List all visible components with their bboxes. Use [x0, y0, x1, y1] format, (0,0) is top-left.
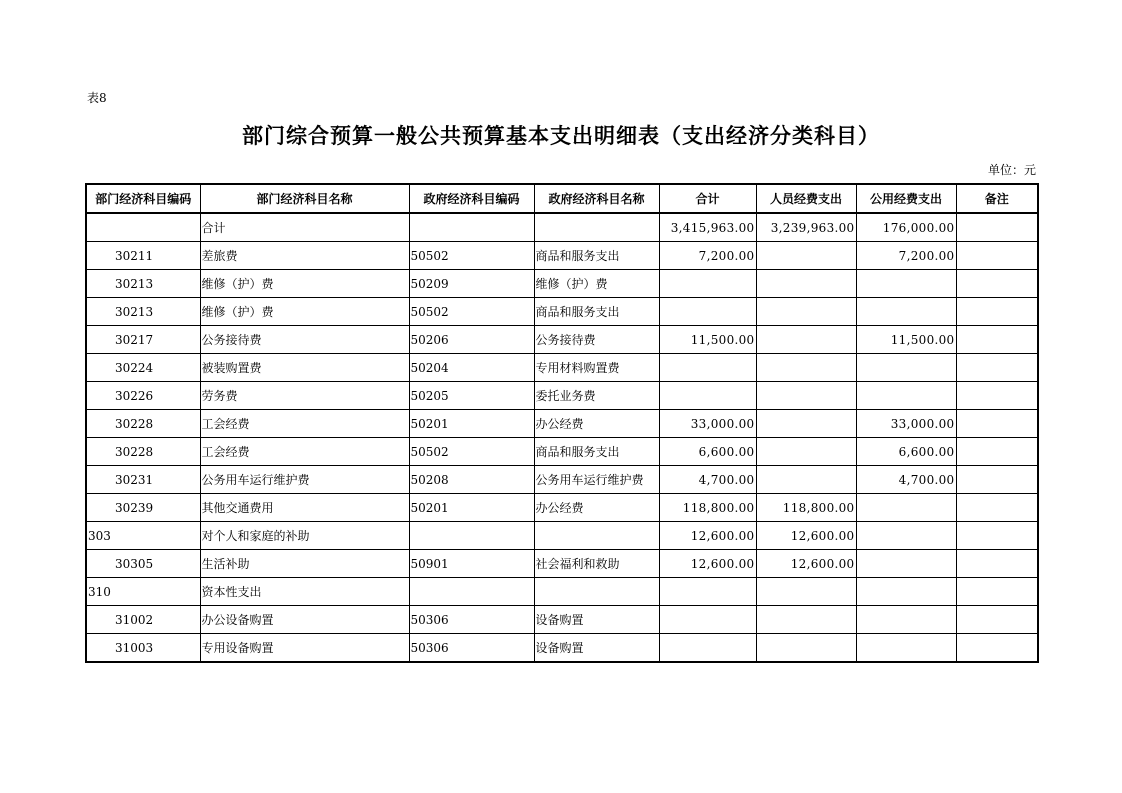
cell-gov-code: 50502	[409, 242, 534, 270]
table-row	[86, 634, 1038, 663]
cell-dept-name: 劳务费	[200, 382, 409, 410]
cell-gov-name: 设备购置	[534, 606, 659, 634]
cell-remark	[956, 466, 1038, 494]
cell-dept-name: 专用设备购置	[200, 634, 409, 663]
cell-personnel	[756, 242, 856, 270]
cell-public	[856, 578, 956, 606]
cell-gov-code	[409, 213, 534, 242]
cell-gov-code: 50205	[409, 382, 534, 410]
cell-gov-code: 50901	[409, 550, 534, 578]
cell-personnel	[756, 410, 856, 438]
cell-remark	[956, 382, 1038, 410]
cell-dept-code: 30228	[86, 410, 200, 438]
cell-remark	[956, 550, 1038, 578]
header-dept-code: 部门经济科目编码	[86, 184, 200, 213]
cell-dept-code: 30213	[86, 298, 200, 326]
table-row	[86, 606, 1038, 634]
cell-total: 7,200.00	[659, 242, 756, 270]
cell-dept-name: 合计	[200, 213, 409, 242]
cell-gov-code: 50306	[409, 634, 534, 663]
table-row	[86, 213, 1038, 242]
cell-dept-name: 对个人和家庭的补助	[200, 522, 409, 550]
cell-personnel: 118,800.00	[756, 494, 856, 522]
cell-total: 118,800.00	[659, 494, 756, 522]
cell-gov-code: 50502	[409, 298, 534, 326]
cell-gov-code: 50201	[409, 410, 534, 438]
cell-remark	[956, 522, 1038, 550]
cell-gov-name	[534, 213, 659, 242]
table-row	[86, 438, 1038, 466]
cell-personnel	[756, 634, 856, 663]
table-row	[86, 242, 1038, 270]
unit-label: 单位：元	[987, 163, 1036, 177]
cell-public: 33,000.00	[856, 410, 956, 438]
cell-gov-code: 50204	[409, 354, 534, 382]
cell-total: 6,600.00	[659, 438, 756, 466]
cell-dept-code: 303	[86, 522, 200, 550]
cell-public	[856, 298, 956, 326]
cell-gov-name	[534, 578, 659, 606]
cell-remark	[956, 270, 1038, 298]
header-public: 公用经费支出	[856, 184, 956, 213]
table-row	[86, 270, 1038, 298]
cell-remark	[956, 354, 1038, 382]
cell-dept-code: 310	[86, 578, 200, 606]
table-body	[86, 213, 1038, 662]
cell-dept-code: 30226	[86, 382, 200, 410]
cell-gov-name	[534, 522, 659, 550]
cell-personnel	[756, 578, 856, 606]
cell-remark	[956, 494, 1038, 522]
cell-personnel	[756, 466, 856, 494]
cell-gov-name: 办公经费	[534, 410, 659, 438]
cell-total	[659, 354, 756, 382]
header-row	[86, 184, 1038, 213]
cell-gov-name: 委托业务费	[534, 382, 659, 410]
cell-remark	[956, 410, 1038, 438]
cell-total	[659, 578, 756, 606]
cell-public: 4,700.00	[856, 466, 956, 494]
cell-total: 12,600.00	[659, 522, 756, 550]
cell-public	[856, 382, 956, 410]
cell-gov-code	[409, 522, 534, 550]
cell-dept-name: 工会经费	[200, 438, 409, 466]
table-row	[86, 494, 1038, 522]
cell-public	[856, 550, 956, 578]
cell-dept-code: 30305	[86, 550, 200, 578]
cell-personnel	[756, 270, 856, 298]
cell-public: 176,000.00	[856, 213, 956, 242]
cell-public: 11,500.00	[856, 326, 956, 354]
cell-public	[856, 634, 956, 663]
header-total: 合计	[659, 184, 756, 213]
cell-public	[856, 494, 956, 522]
cell-dept-name: 差旅费	[200, 242, 409, 270]
table-row	[86, 298, 1038, 326]
cell-gov-code: 50306	[409, 606, 534, 634]
cell-gov-code: 50201	[409, 494, 534, 522]
cell-gov-code: 50208	[409, 466, 534, 494]
cell-personnel	[756, 606, 856, 634]
cell-dept-name: 资本性支出	[200, 578, 409, 606]
cell-gov-name: 办公经费	[534, 494, 659, 522]
budget-detail-table	[85, 183, 1039, 663]
cell-dept-name: 办公设备购置	[200, 606, 409, 634]
header-dept-name: 部门经济科目名称	[200, 184, 409, 213]
cell-total	[659, 382, 756, 410]
table-row	[86, 578, 1038, 606]
table-row	[86, 326, 1038, 354]
cell-dept-name: 生活补助	[200, 550, 409, 578]
cell-dept-code: 30217	[86, 326, 200, 354]
cell-total: 4,700.00	[659, 466, 756, 494]
cell-personnel	[756, 438, 856, 466]
cell-personnel: 12,600.00	[756, 550, 856, 578]
cell-public	[856, 270, 956, 298]
cell-dept-name: 公务用车运行维护费	[200, 466, 409, 494]
header-personnel: 人员经费支出	[756, 184, 856, 213]
cell-dept-code: 30228	[86, 438, 200, 466]
cell-dept-name: 维修（护）费	[200, 270, 409, 298]
cell-personnel	[756, 298, 856, 326]
header-remark: 备注	[956, 184, 1038, 213]
cell-remark	[956, 298, 1038, 326]
cell-personnel: 12,600.00	[756, 522, 856, 550]
cell-total: 33,000.00	[659, 410, 756, 438]
cell-gov-code: 50502	[409, 438, 534, 466]
cell-public: 7,200.00	[856, 242, 956, 270]
cell-gov-name: 公务接待费	[534, 326, 659, 354]
cell-gov-name: 专用材料购置费	[534, 354, 659, 382]
cell-dept-name: 工会经费	[200, 410, 409, 438]
cell-remark	[956, 438, 1038, 466]
table-row	[86, 410, 1038, 438]
cell-dept-code: 31003	[86, 634, 200, 663]
cell-total: 11,500.00	[659, 326, 756, 354]
cell-remark	[956, 634, 1038, 663]
table-row	[86, 550, 1038, 578]
cell-total: 3,415,963.00	[659, 213, 756, 242]
cell-dept-name: 维修（护）费	[200, 298, 409, 326]
cell-personnel	[756, 382, 856, 410]
cell-gov-name: 维修（护）费	[534, 270, 659, 298]
cell-public: 6,600.00	[856, 438, 956, 466]
cell-remark	[956, 606, 1038, 634]
cell-gov-name: 设备购置	[534, 634, 659, 663]
cell-total	[659, 634, 756, 663]
cell-total: 12,600.00	[659, 550, 756, 578]
cell-remark	[956, 213, 1038, 242]
cell-gov-name: 商品和服务支出	[534, 298, 659, 326]
cell-dept-code: 30213	[86, 270, 200, 298]
cell-personnel	[756, 354, 856, 382]
table-number: 表8	[87, 91, 107, 105]
cell-dept-name: 其他交通费用	[200, 494, 409, 522]
cell-dept-code: 30224	[86, 354, 200, 382]
cell-dept-code: 31002	[86, 606, 200, 634]
cell-personnel: 3,239,963.00	[756, 213, 856, 242]
cell-public	[856, 606, 956, 634]
cell-gov-code	[409, 578, 534, 606]
table-row	[86, 466, 1038, 494]
cell-dept-code: 30211	[86, 242, 200, 270]
cell-gov-code: 50206	[409, 326, 534, 354]
header-gov-name: 政府经济科目名称	[534, 184, 659, 213]
cell-gov-code: 50209	[409, 270, 534, 298]
table-row	[86, 382, 1038, 410]
cell-dept-code	[86, 213, 200, 242]
cell-dept-name: 被装购置费	[200, 354, 409, 382]
cell-remark	[956, 326, 1038, 354]
cell-total	[659, 298, 756, 326]
cell-remark	[956, 242, 1038, 270]
table-row	[86, 354, 1038, 382]
cell-gov-name: 社会福利和救助	[534, 550, 659, 578]
cell-gov-name: 商品和服务支出	[534, 438, 659, 466]
cell-dept-code: 30239	[86, 494, 200, 522]
cell-total	[659, 270, 756, 298]
table-row	[86, 522, 1038, 550]
cell-public	[856, 354, 956, 382]
cell-dept-name: 公务接待费	[200, 326, 409, 354]
cell-dept-code: 30231	[86, 466, 200, 494]
cell-total	[659, 606, 756, 634]
cell-gov-name: 公务用车运行维护费	[534, 466, 659, 494]
cell-remark	[956, 578, 1038, 606]
cell-gov-name: 商品和服务支出	[534, 242, 659, 270]
cell-public	[856, 522, 956, 550]
header-gov-code: 政府经济科目编码	[409, 184, 534, 213]
document-title: 部门综合预算一般公共预算基本支出明细表（支出经济分类科目）	[242, 124, 880, 148]
cell-personnel	[756, 326, 856, 354]
